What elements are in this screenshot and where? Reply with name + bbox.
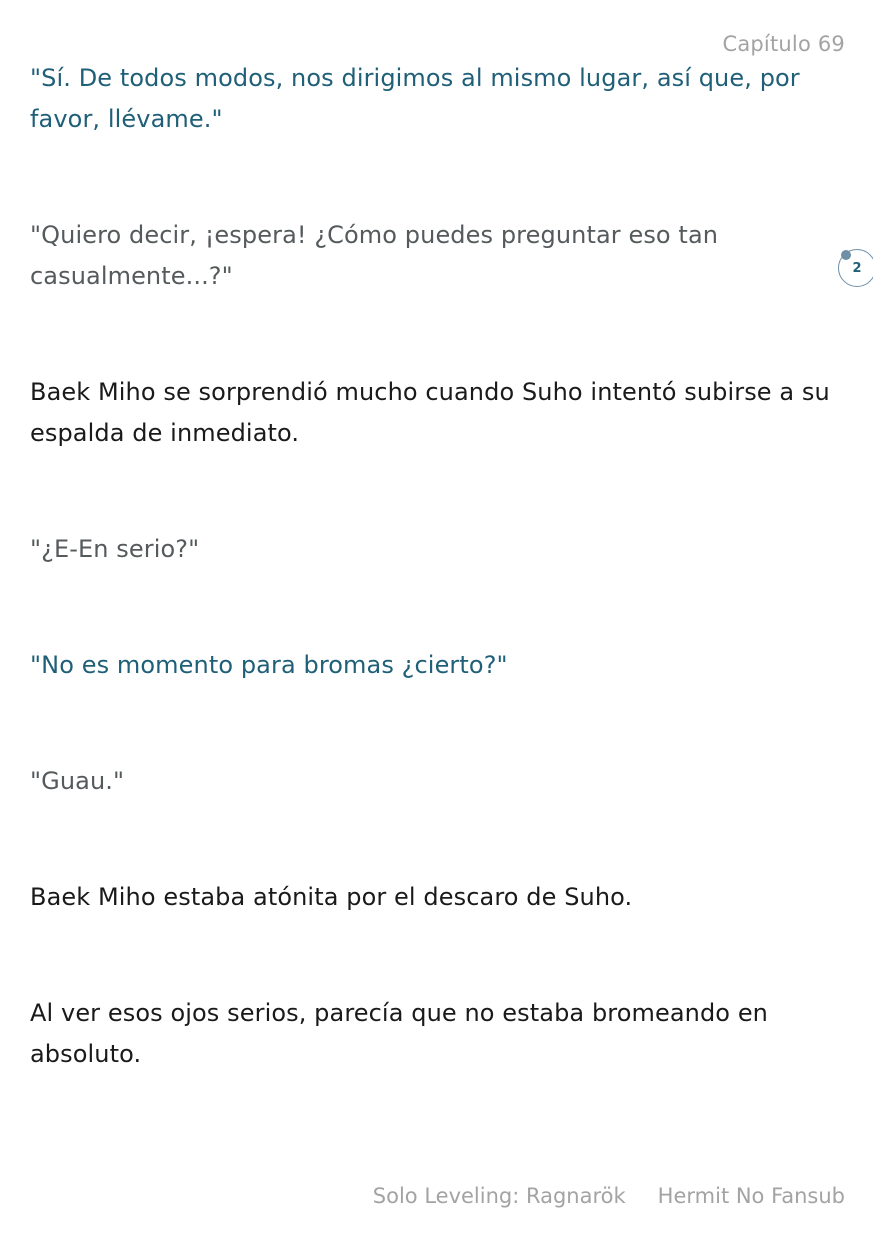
paragraph-8: Al ver esos ojos serios, parecía que no estaba bromeando en absoluto. — [30, 999, 768, 1068]
paragraph-1: "Sí. De todos modos, nos dirigimos al mismo lugar, así que, por favor, llévame." — [30, 64, 800, 133]
paragraph-6: "Guau." — [30, 767, 125, 795]
comment-count-badge[interactable]: 2 — [838, 249, 873, 287]
footer-book-title: Solo Leveling: Ragnarök — [372, 1184, 626, 1208]
reading-content — [30, 58, 830, 1150]
paragraph-4: "¿E-En serio?" — [30, 535, 200, 563]
footer-translator: Hermit No Fansub — [657, 1184, 845, 1208]
paragraph-3: Baek Miho se sorprendió mucho cuando Suho intentó subirse a su espalda de inmediato. — [30, 378, 830, 447]
page-footer — [373, 1184, 845, 1208]
paragraph-7: Baek Miho estaba atónita por el descaro de Suho. — [30, 883, 633, 911]
paragraph-2: "Quiero decir, ¡espera! ¿Cómo puedes preguntar eso tan casualmente...?" — [30, 221, 719, 290]
chapter-title: Capítulo 69 — [722, 32, 845, 56]
badge-indicator-dot — [841, 250, 851, 260]
paragraph-5: "No es momento para bromas ¿cierto?" — [30, 651, 508, 679]
